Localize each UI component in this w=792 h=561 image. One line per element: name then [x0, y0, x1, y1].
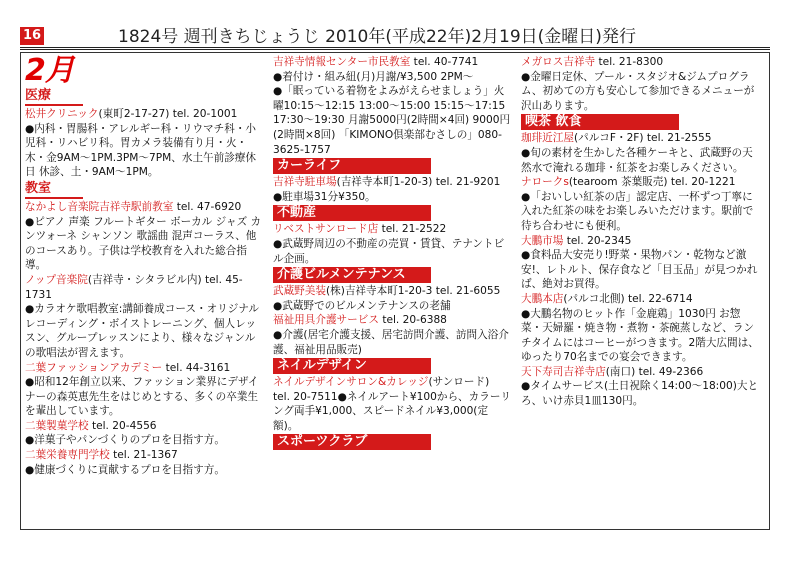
listing	[273, 313, 511, 328]
column-3	[521, 55, 759, 409]
listing	[273, 222, 511, 237]
listing	[521, 365, 759, 380]
column-1	[25, 55, 263, 477]
section-sports-club: スポーツクラブ	[273, 434, 431, 450]
listing-name: 武蔵野美装	[273, 285, 326, 298]
listing-name: リベストサンロード店	[273, 223, 379, 236]
listing	[25, 361, 263, 376]
listing	[25, 273, 263, 302]
listing	[25, 200, 263, 215]
listing-body: ●内科・胃腸科・アレルギー科・リウマチ科・小児科・リハビリ科。胃カメラ装備有り月・火・木・金9AM〜1PM.3PM〜7PM、水土午前診療休日 休診、土・9AM〜1PM。	[25, 122, 257, 179]
listing-info: tel. 21-8300	[598, 56, 664, 68]
listing-body: ●健康づくりに貢献するプロを目指す方。	[25, 463, 225, 476]
listing-name: ナロークs	[521, 176, 569, 189]
listing-body: ●「おいしい紅茶の店」認定店、一杯ずつ丁寧に入れた紅茶の味をお楽しみいただけます。駅前で待ち合わせにも便利。	[521, 190, 754, 232]
listing-name: 吉祥寺情報センター市民教室	[273, 56, 411, 68]
listing	[25, 448, 263, 463]
listing-name: なかよし音楽院吉祥寺駅前教室	[25, 200, 174, 213]
listing-info: tel. 44-3161	[165, 361, 231, 374]
section-care-building: 介護ビルメンテナンス	[273, 267, 431, 283]
listing-info: tel. 21-2522	[381, 223, 447, 236]
listing	[273, 55, 511, 70]
listing-name: 福祉用具介護サービス	[273, 314, 379, 327]
listing-body: ●昭和12年創立以来、ファッション業界にデザイナーの森英恵先生をはじめとする、多くの卒業生を輩出しています。	[25, 376, 259, 418]
section-medical: 医療	[25, 88, 83, 106]
column-2	[273, 55, 511, 451]
listing-info: tel. 21-1367	[113, 449, 178, 462]
listing-info: (吉祥寺・シタラビル内) tel. 45-1731	[25, 273, 243, 301]
listing-info: (東町2-17-27) tel. 20-1001	[98, 108, 238, 120]
listing-name: 二葉栄養専門学校	[25, 449, 110, 462]
header-rule	[20, 47, 770, 50]
listing-name: 天下寿司吉祥寺店	[521, 365, 606, 378]
listing-info: tel. 47-6920	[176, 200, 242, 213]
listing	[521, 175, 759, 190]
listing-body: ●食料品大安売り!野菜・果物パン・乾物など激安!、レトルト、保存食など「目玉品」が見つかれば、絶対お買得。	[521, 249, 758, 291]
listing	[273, 175, 511, 190]
listing-info: tel. 20-6388	[382, 314, 447, 327]
listing-body: ●旬の素材を生かした各種ケーキと、武蔵野の天然水で淹れる珈琲・紅茶をお楽しみください。	[521, 146, 753, 174]
listing-info: tel. 40-7741	[413, 56, 479, 68]
section-classes: 教室	[25, 181, 83, 199]
listing	[521, 131, 759, 146]
listing	[25, 419, 263, 434]
section-car-life: カーライフ	[273, 158, 431, 174]
listing-name: 二葉製菓学校	[25, 419, 89, 432]
listing-info: (パルコF・2F) tel. 21-2555	[573, 132, 712, 145]
issue-header: 1824号 週刊きちじょうじ 2010年(平成22年)2月19日(金曜日)発行	[118, 27, 636, 47]
listing-name: ノップ音楽院	[25, 273, 88, 286]
listing-body: ●武蔵野でのビルメンテナンスの老舗	[273, 299, 451, 312]
listing-name: ネイルデザインサロン&カレッジ	[273, 376, 429, 389]
listing-info: (南口) tel. 49-2366	[605, 365, 704, 378]
listing-info: (サンロード)	[428, 376, 490, 389]
listing-name: 珈琲近江屋	[521, 132, 574, 145]
listing-name: 松井クリニック	[25, 108, 99, 120]
listing-body: ●介護(居宅介護支援、居宅訪問介護、訪問入浴介護、福祉用品販売)	[273, 328, 509, 356]
listing-name: 吉祥寺駐車場	[273, 176, 337, 189]
listing-body: ●大鵬名物のヒット作「金鹿鶏」1030円 お惣菜・天婦羅・焼き物・煮物・茶碗蒸しなど、ランチタイムにはコーヒーがつきます。2階大広間は、ゆったり70名までの宴会できます。	[521, 307, 759, 364]
listing-info: (株)吉祥寺本町1-20-3 tel. 21-6055	[325, 285, 501, 298]
listing-body: ●着付け・組み紐(月)月謝/¥3,500 2PM〜	[273, 70, 474, 83]
listing-info: tel. 20-2345	[566, 234, 632, 247]
listing-body: ●武蔵野周辺の不動産の売買・賃貸、テナントビル企画。	[273, 237, 505, 265]
page-number: 16	[20, 27, 44, 45]
listing-info: (tearoom 茶葉販売) tel. 20-1221	[568, 176, 736, 189]
listing-name: メガロス吉祥寺	[521, 56, 596, 68]
listing-body: ●「眠っている着物をよみがえらせましょう」火曜10:15〜12:15 13:00〜15:00 15:15〜17:15 17:30〜19:30 月謝5000円(2時間×4回) 9000円(2時間×8回) 「KIMONO倶楽部むさしの」080-3625-1757	[273, 85, 511, 156]
listing-body: ●金曜日定休、プール・スタジオ&ジムプログラム、初めての方も安心して参加できるメニューが沢山あります。	[521, 70, 755, 112]
listing-body: tel. 20-7511●ネイルアート¥100から、カラーリング両手¥1,000、スピードネイル¥3,000(定額)。	[273, 390, 512, 432]
listing	[273, 375, 511, 390]
listing-info: (吉祥寺本町1-20-3) tel. 21-9201	[336, 176, 501, 189]
section-nail-design: ネイルデザイン	[273, 358, 431, 374]
listing	[25, 107, 263, 122]
listing-name: 大鵬本店	[521, 292, 564, 305]
section-real-estate: 不動産	[273, 205, 431, 221]
listing	[521, 55, 759, 70]
listing	[521, 234, 759, 249]
listing-info: (パルコ北側) tel. 22-6714	[563, 292, 693, 305]
listing-body: ●ピアノ 声楽 フルートギター ボーカル ジャズ カンツォーネ シャンソン 歌謡曲 混声コーラス、他のコースあり。子供は学校教育を入れた総合指導。	[25, 215, 262, 272]
listing-name: 二葉ファッションアカデミー	[25, 361, 163, 374]
listing-info: tel. 20-4556	[91, 419, 157, 432]
listing	[521, 292, 759, 307]
listing	[273, 284, 511, 299]
listing-body: ●洋菓子やパンづくりのプロを目指す方。	[25, 434, 225, 447]
listing-name: 大鵬市場	[521, 234, 564, 247]
section-cafe-dining: 喫茶 飲食	[521, 114, 679, 130]
listing-body: ●駐車場31分¥350。	[273, 190, 376, 203]
month-title: 2月	[25, 53, 74, 88]
listing-body: ●タイムサービス(土日祝除く14:00〜18:00)大とろ、いけ赤貝1皿130円。	[521, 380, 759, 408]
listing-body: ●カラオケ歌唱教室:講師養成コース・オリジナルレコーディング・ボイストレーニング、個人レッスン、グループレッスンにより、様々なジャンルの歌唱法が習えます。	[25, 303, 260, 359]
